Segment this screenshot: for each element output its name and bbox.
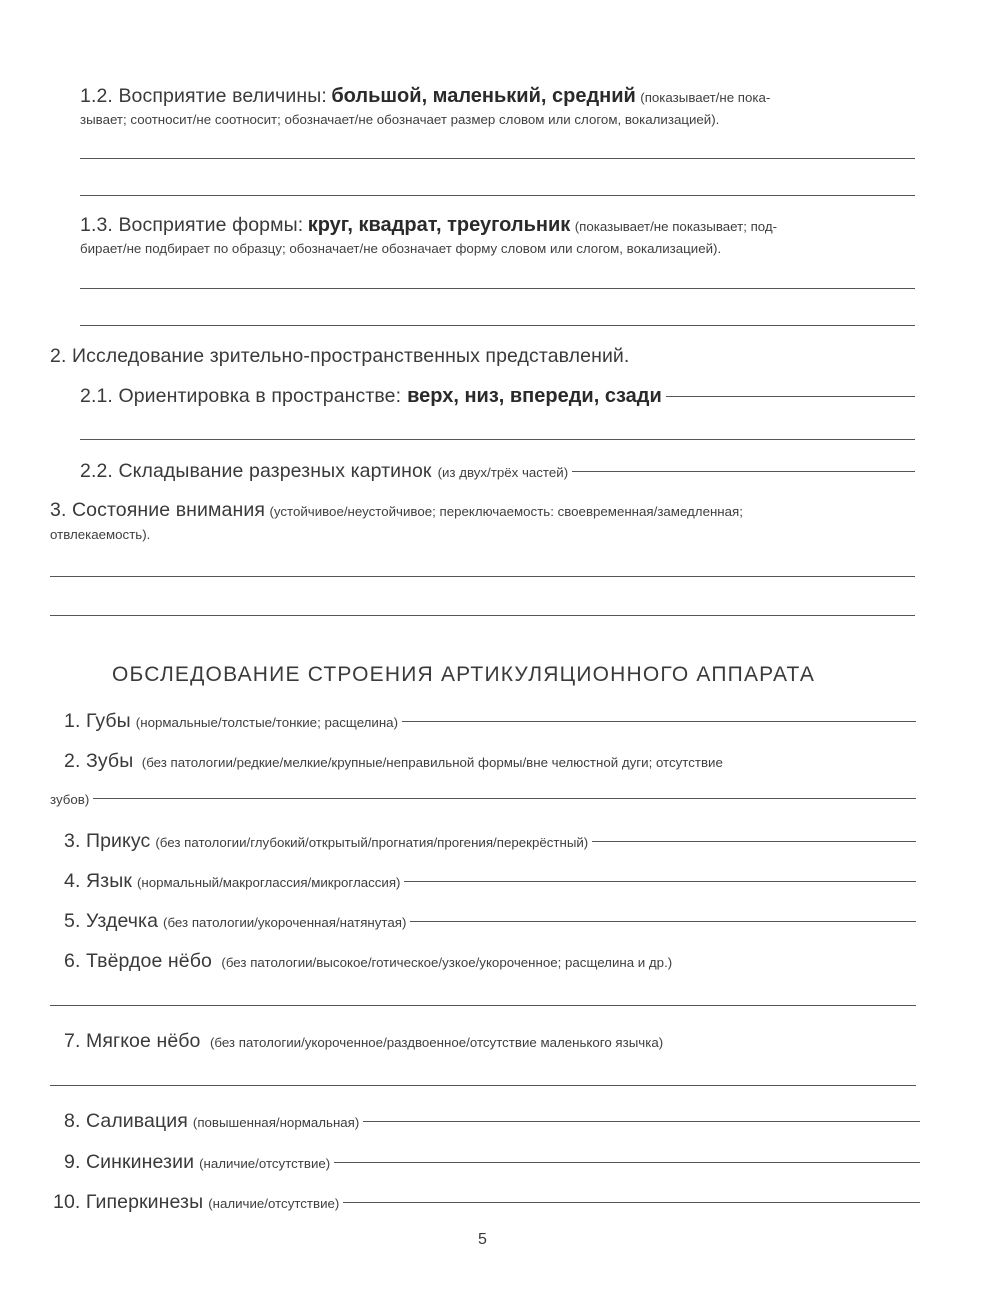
item-8: [64, 1110, 920, 1133]
answer-line[interactable]: [50, 1005, 916, 1006]
item-9: [64, 1151, 920, 1174]
item-1-label: 1. Губы: [64, 710, 131, 732]
item-1-note: (нормальные/толстые/тонкие; расщелина): [135, 715, 399, 730]
item-3-note: (без патологии/глубокий/открытый/прогнатия/прогения/перекрёстный): [155, 835, 589, 850]
item-7-label: 7. Мягкое нёбо: [64, 1030, 201, 1052]
item-4: [64, 870, 916, 893]
item-6: [64, 950, 672, 973]
page-number: 5: [478, 1231, 487, 1248]
item-2: [64, 750, 723, 773]
section-2-1-title: 2.1. Ориентировка в пространстве:: [80, 385, 402, 407]
section-1-2: [80, 84, 920, 132]
item-2-label: 2. Зубы: [64, 750, 134, 772]
answer-line[interactable]: [572, 471, 915, 472]
item-3: [64, 830, 916, 853]
answer-line[interactable]: [80, 325, 915, 326]
answer-line[interactable]: [80, 158, 915, 159]
answer-line[interactable]: [404, 881, 916, 882]
item-5-note: (без патологии/укороченная/натянутая): [163, 915, 407, 930]
answer-line[interactable]: [80, 288, 915, 289]
item-10: [53, 1191, 920, 1214]
answer-line[interactable]: [343, 1202, 920, 1203]
answer-line[interactable]: [363, 1121, 920, 1122]
section-1-3-note: (показывает/не показывает; под-: [574, 219, 778, 234]
item-6-note: (без патологии/высокое/готическое/узкое/укороченное; расщелина и др.): [221, 955, 673, 970]
item-5: [64, 910, 916, 933]
item-2-note-cont: зубов): [50, 792, 90, 807]
item-10-label: 10. Гиперкинезы: [53, 1191, 204, 1213]
section-2-1: [80, 385, 915, 408]
answer-line[interactable]: [80, 195, 915, 196]
section-2-title: 2. Исследование зрительно-пространственных представлений.: [50, 345, 630, 367]
section-1-3-title: 1.3. Восприятие формы:: [80, 214, 304, 236]
answer-line[interactable]: [410, 921, 916, 922]
section-2-2-note: (из двух/трёх частей): [437, 465, 569, 480]
item-8-label: 8. Саливация: [64, 1110, 188, 1132]
answer-line[interactable]: [50, 1085, 916, 1086]
item-9-note: (наличие/отсутствие): [199, 1156, 331, 1171]
answer-line[interactable]: [93, 798, 916, 799]
item-7: [64, 1030, 663, 1053]
item-1: [64, 710, 916, 733]
item-10-note: (наличие/отсутствие): [208, 1196, 340, 1211]
section-2-2-title: 2.2. Складывание разрезных картинок: [80, 460, 432, 482]
section-3: [50, 498, 920, 547]
answer-line[interactable]: [666, 396, 915, 397]
item-9-label: 9. Синкинезии: [64, 1151, 195, 1173]
section-1-2-note-cont: зывает; соотносит/не соотносит; обозначает/не обозначает размер словом или слогом, вокализацией).: [80, 112, 720, 127]
section-1-3: [80, 213, 920, 261]
section-heading: ОБСЛЕДОВАНИЕ СТРОЕНИЯ АРТИКУЛЯЦИОННОГО АППАРАТА: [112, 663, 816, 686]
answer-line[interactable]: [402, 721, 916, 722]
answer-line[interactable]: [50, 576, 915, 577]
item-4-note: (нормальный/макроглассия/микроглассия): [136, 875, 401, 890]
answer-line[interactable]: [50, 615, 915, 616]
section-2-2: [80, 460, 915, 483]
item-4-label: 4. Язык: [64, 870, 132, 892]
section-3-title: 3. Состояние внимания: [50, 499, 265, 521]
item-2-cont: [50, 792, 916, 807]
answer-line[interactable]: [592, 841, 916, 842]
item-2-note: (без патологии/редкие/мелкие/крупные/неправильной формы/вне челюстной дуги; отсутствие: [141, 755, 723, 770]
section-1-2-bold: большой, маленький, средний: [331, 85, 636, 107]
section-3-note-cont: отвлекаемость).: [50, 527, 151, 542]
answer-line[interactable]: [334, 1162, 920, 1163]
section-1-2-title: 1.2. Восприятие величины:: [80, 85, 327, 107]
item-6-label: 6. Твёрдое нёбо: [64, 950, 212, 972]
item-3-label: 3. Прикус: [64, 830, 151, 852]
section-1-3-bold: круг, квадрат, треугольник: [307, 214, 571, 236]
section-1-2-note: (показывает/не пока-: [640, 90, 771, 105]
item-5-label: 5. Уздечка: [64, 910, 159, 932]
answer-line[interactable]: [80, 439, 915, 440]
section-3-note: (устойчивое/неустойчивое; переключаемость: своевременная/замедленная;: [269, 504, 743, 519]
section-2-1-bold: верх, низ, впереди, сзади: [407, 385, 662, 407]
section-1-3-note-cont: бирает/не подбирает по образцу; обозначает/не обозначает форму словом или слогом, вокализацией).: [80, 241, 722, 256]
item-7-note: (без патологии/укороченное/раздвоенное/отсутствие маленького язычка): [209, 1035, 664, 1050]
item-8-note: (повышенная/нормальная): [192, 1115, 360, 1130]
